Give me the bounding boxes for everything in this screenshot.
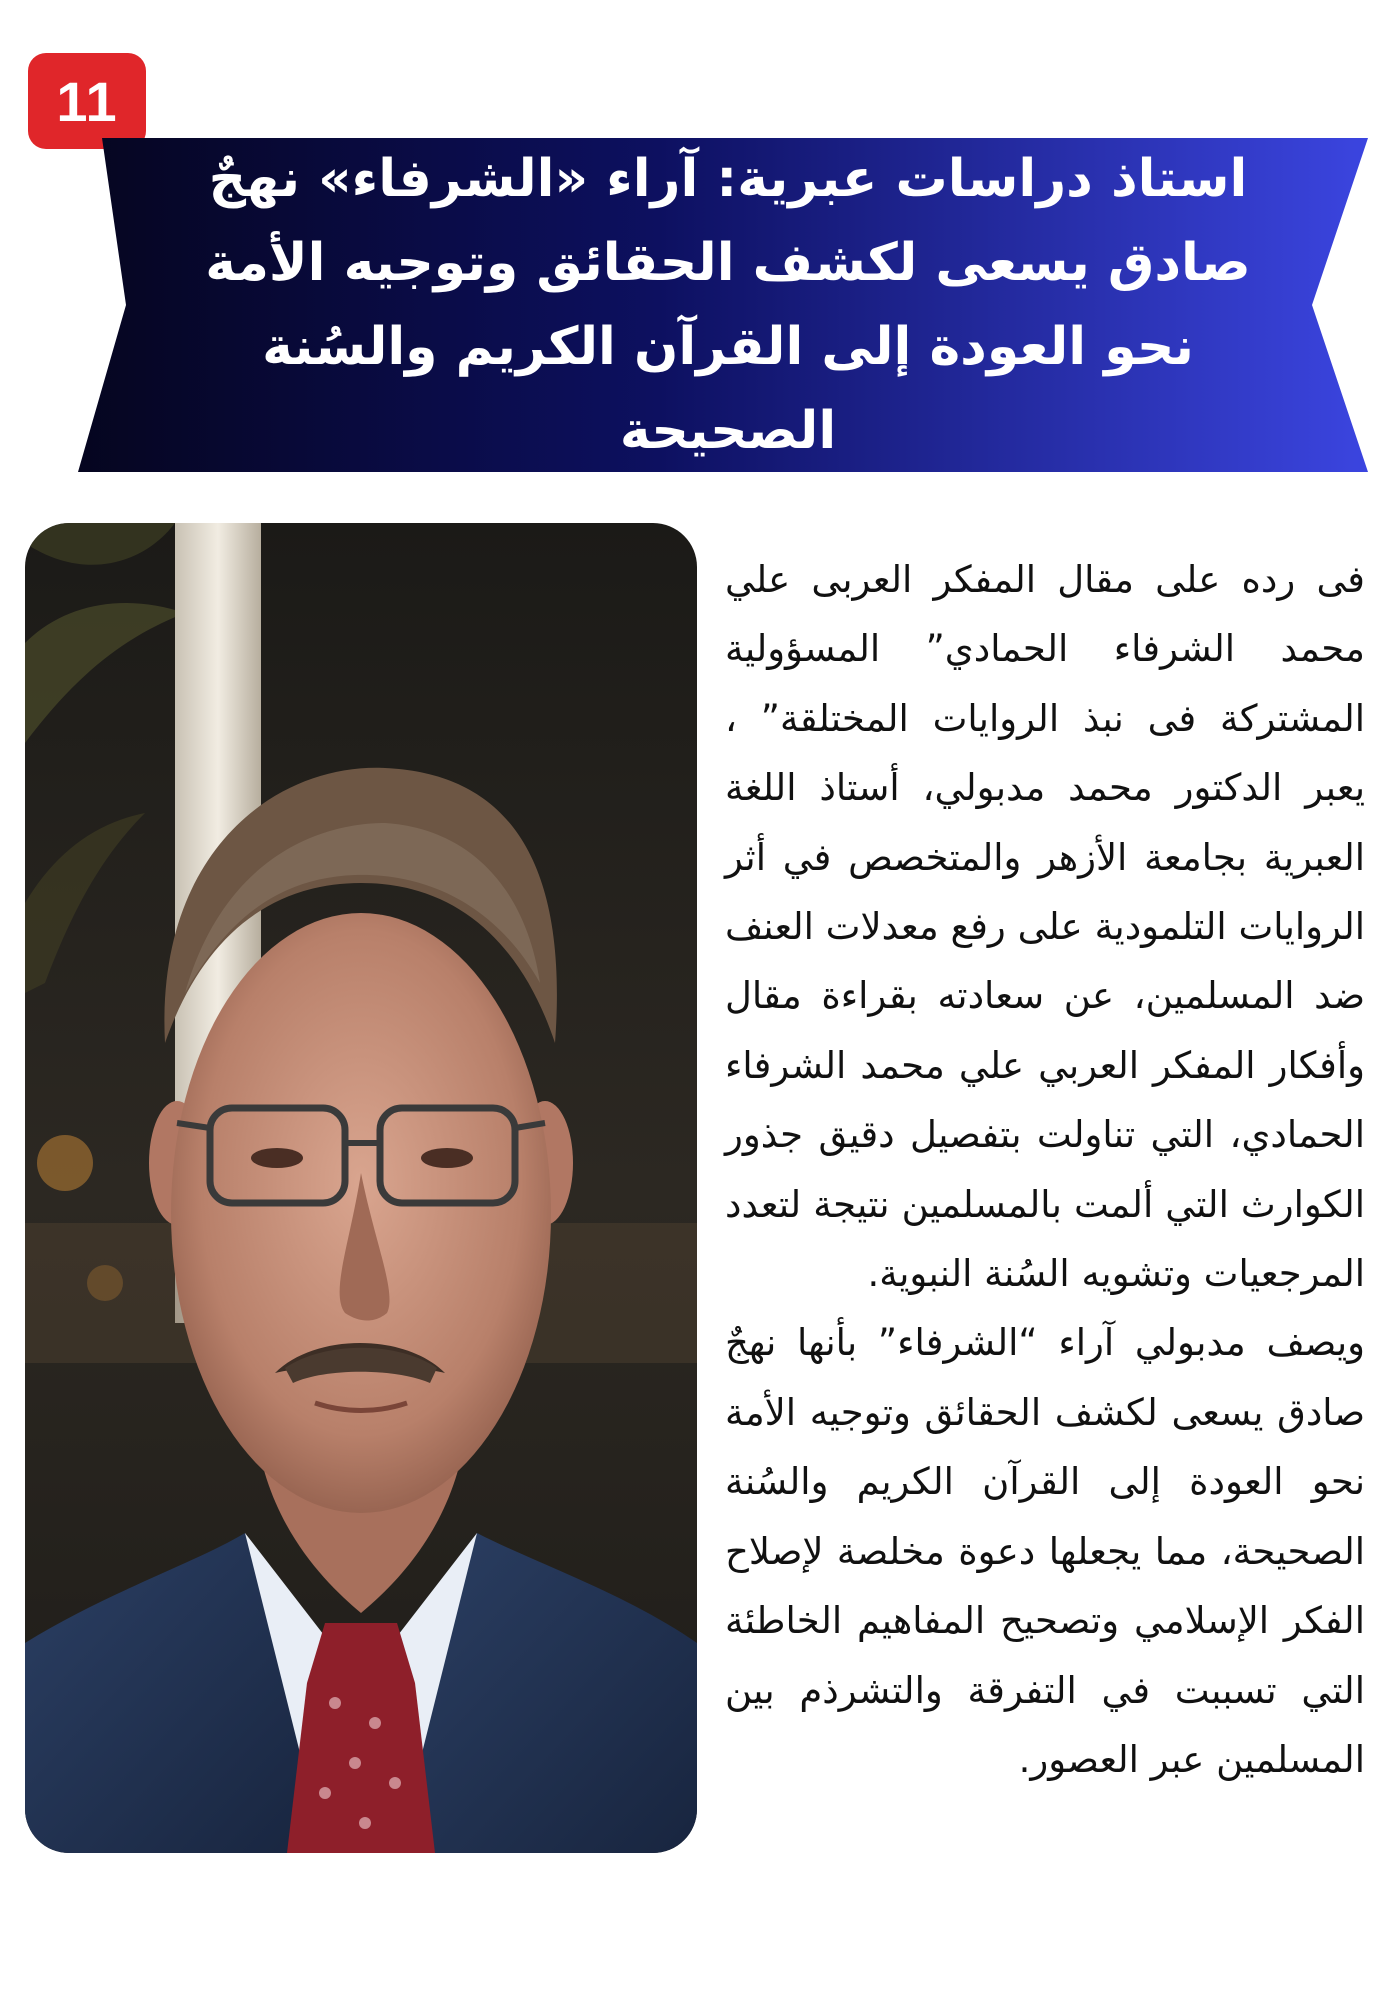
headline-banner	[78, 138, 1368, 472]
author-photo	[25, 523, 697, 1853]
page-number-badge: 11	[28, 53, 146, 149]
headline-title: استاذ دراسات عبرية: آراء «الشرفاء» نهجٌ صادق يسعى لكشف الحقائق وتوجيه الأمة نحو العودة إلى القرآن الكريم والسُنة الصحيحة	[205, 149, 1251, 461]
article-paragraph-2: ويصف مدبولي آراء “الشرفاء” بأنها نهجٌ صادق يسعى لكشف الحقائق وتوجيه الأمة نحو العودة إلى القرآن الكريم والسُنة الصحيحة، مما يجعلها دعوة مخلصة لإصلاح الفكر الإسلامي وتصحيح المفاهيم الخاطئة التي تسببت في التفرقة والتشرذم بين المسلمين عبر العصور.	[725, 1321, 1365, 1781]
article-paragraph-1: فى رده على مقال المفكر العربى علي محمد الشرفاء الحمادي” المسؤولية المشتركة فى نبذ الروايات المختلقة” ، يعبر الدكتور محمد مدبولي، أستاذ اللغة العبرية بجامعة الأزهر والمتخصص في أثر الروايات التلمودية على رفع معدلات العنف ضد المسلمين، عن سعادته بقراءة مقال وأفكار المفكر العربي علي محمد الشرفاء الحمادي، التي تناولت بتفصيل دقيق جذور الكوارث التي ألمت بالمسلمين نتيجة لتعدد المرجعيات وتشويه السُنة النبوية.	[725, 558, 1365, 1296]
article-body	[725, 545, 1365, 1794]
